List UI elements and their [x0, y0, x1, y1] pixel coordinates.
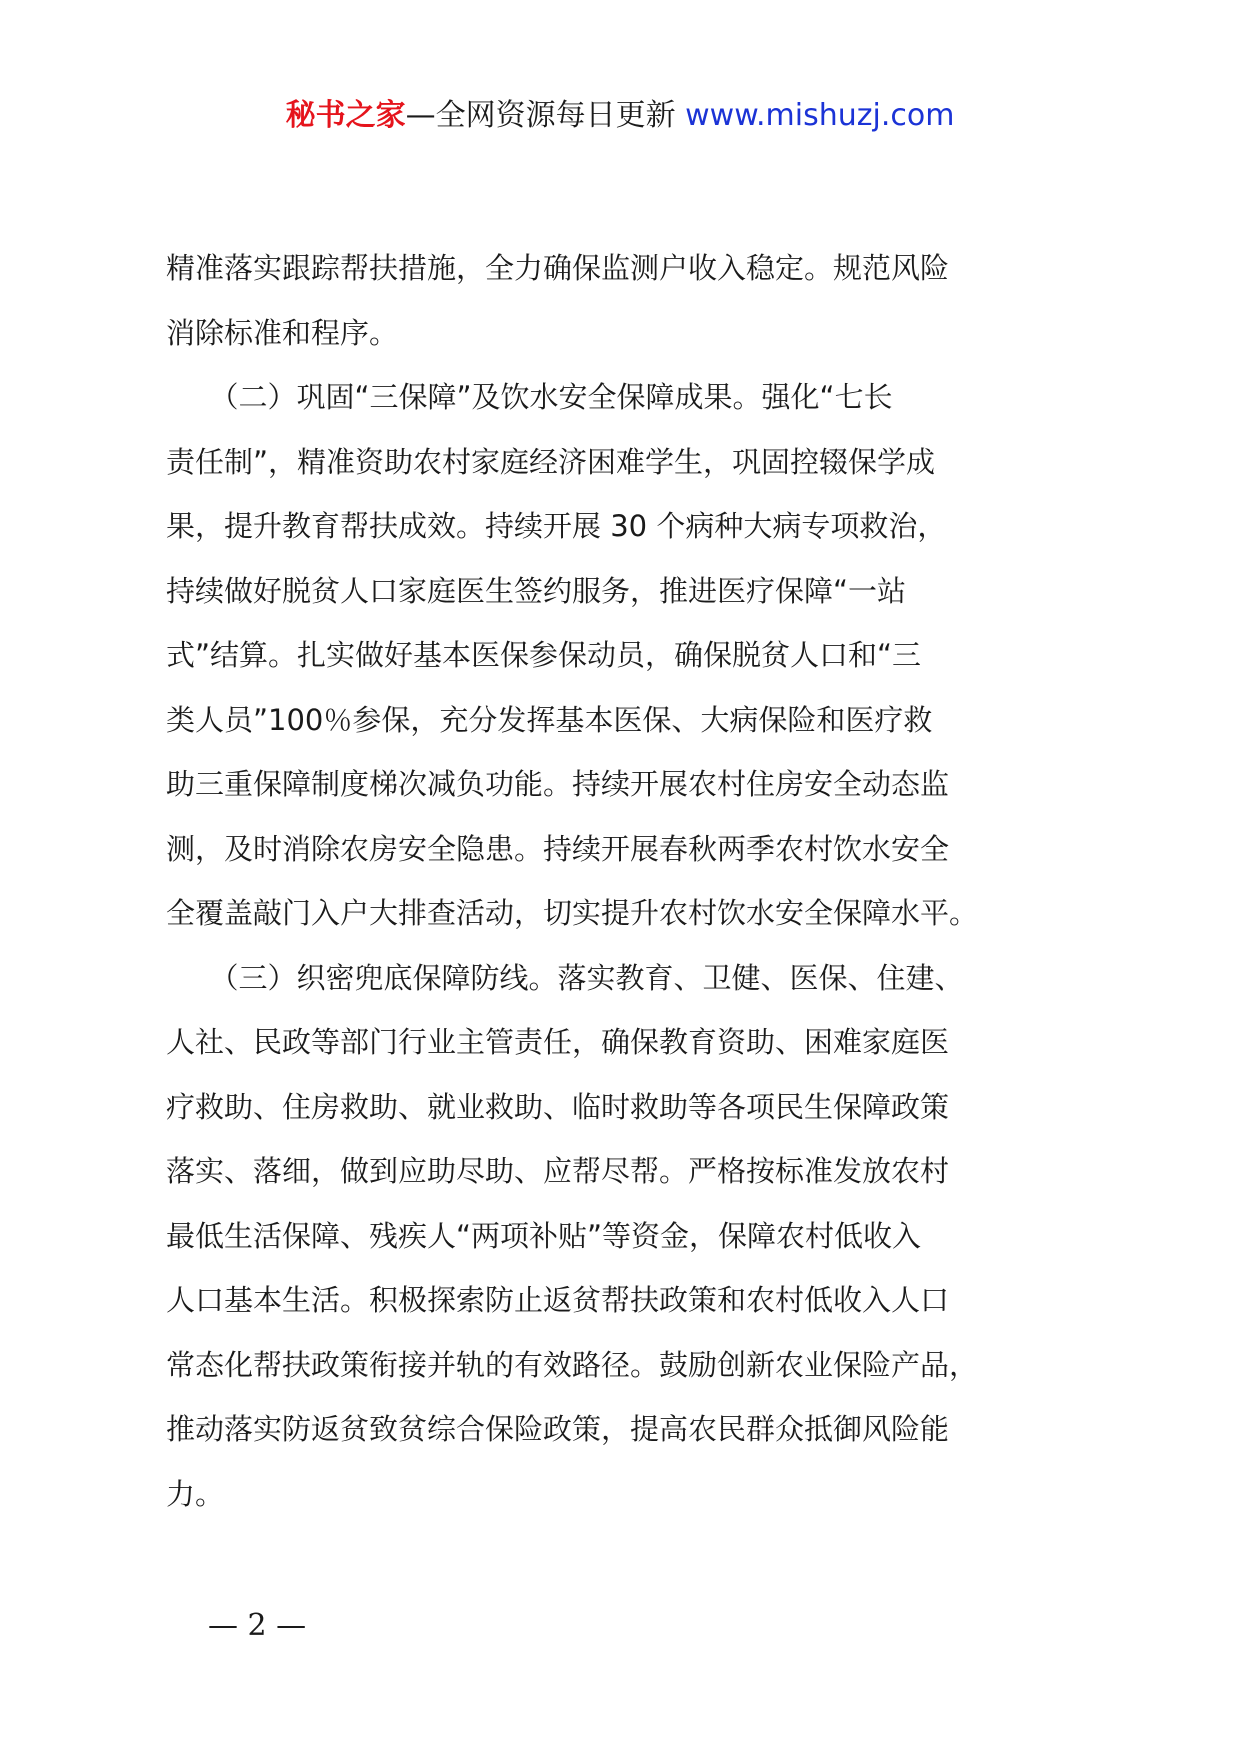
text-line: 类人员”100％参保，充分发挥基本医保、大病保险和医疗救	[166, 702, 933, 737]
text-line: 持续做好脱贫人口家庭医生签约服务，推进医疗保障“一站	[166, 573, 907, 608]
text-line: 式”结算。扎实做好基本医保参保动员，确保脱贫人口和“三	[166, 638, 922, 672]
text-line: 全覆盖敲门入户大排查活动，切实提升农村饮水安全保障水平。	[166, 896, 979, 930]
text-line: 助三重保障制度梯次减负功能。持续开展农村住房安全动态监	[166, 767, 950, 801]
text-line: 果，提升教育帮扶成效。持续开展 30 个病种大病专项救治，	[166, 509, 947, 543]
text-line: 常态化帮扶政策衔接并轨的有效路径。鼓励创新农业保险产品，	[166, 1347, 979, 1382]
text-line: （三）织密兜底保障防线。落实教育、卫健、医保、住建、	[166, 960, 964, 995]
text-line: 最低生活保障、残疾人“两项补贴”等资金，保障农村低收入	[166, 1218, 922, 1253]
text-line: 推动落实防返贫致贫综合保险政策，提高农民群众抵御风险能	[166, 1412, 950, 1446]
text-line: 人社、民政等部门行业主管责任，确保教育资助、困难家庭医	[166, 1025, 950, 1059]
site-url-link[interactable]: www.mishuzj.com	[685, 98, 955, 133]
document-body	[166, 236, 1110, 1526]
text-line: 人口基本生活。积极探索防止返贫帮扶政策和农村低收入人口	[166, 1283, 950, 1317]
text-line: 测，及时消除农房安全隐患。持续开展春秋两季农村饮水安全	[166, 831, 950, 866]
brand-name: 秘书之家	[285, 98, 406, 133]
text-line: （二）巩固“三保障”及饮水安全保障成果。强化“七长	[166, 380, 893, 414]
text-line: 消除标准和程序。	[166, 315, 399, 350]
header-tagline: —全网资源每日更新	[405, 98, 676, 133]
text-line: 精准落实跟踪帮扶措施，全力确保监测户收入稳定。规范风险	[166, 251, 950, 285]
site-header	[0, 96, 1240, 136]
text-line: 力。	[166, 1476, 225, 1511]
text-line: 疗救助、住房救助、就业救助、临时救助等各项民生保障政策	[166, 1089, 950, 1124]
text-line: 责任制”，精准资助农村家庭经济困难学生，巩固控辍保学成	[166, 444, 936, 479]
text-line: 落实、落细，做到应助尽助、应帮尽帮。严格按标准发放农村	[166, 1154, 950, 1188]
page-number: — 2 —	[208, 1608, 307, 1643]
